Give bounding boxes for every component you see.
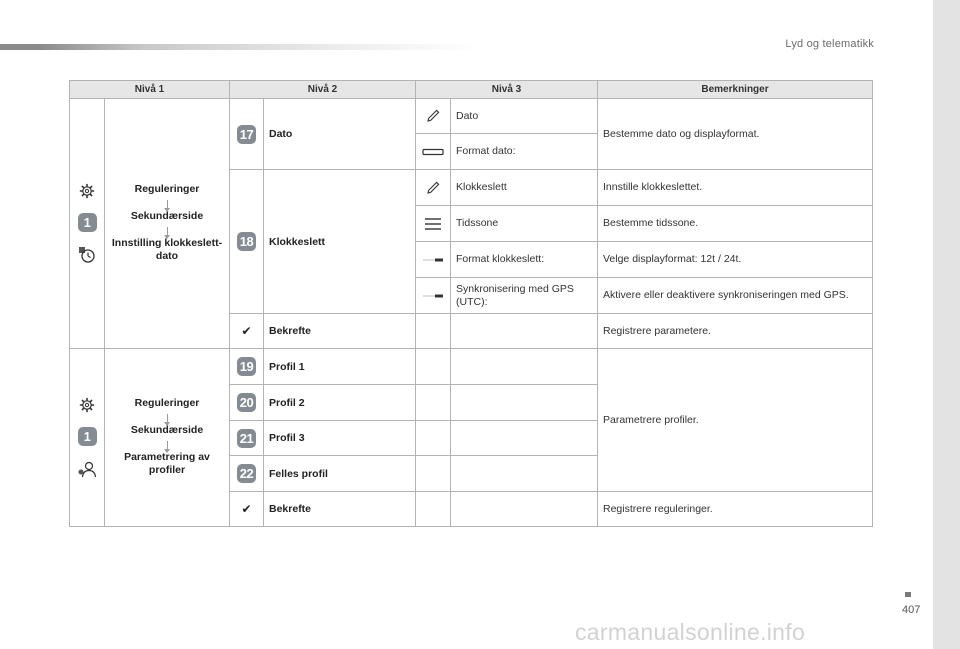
step-badge-17: 17: [237, 125, 256, 144]
list-icon: [424, 217, 442, 231]
level2-profile-2: Profil 2: [264, 385, 416, 421]
level3-icon-cell: [416, 170, 451, 206]
level3-date: Dato: [451, 99, 598, 134]
path-arrow-icon: [167, 414, 168, 422]
level1-icons-profiles: [70, 349, 105, 527]
watermark: carmanualsonline.info: [575, 619, 806, 645]
clock-settings-icon: [78, 246, 96, 264]
level3-icon-cell: [416, 206, 451, 242]
checkmark-icon: ✔: [241, 324, 252, 338]
badge-cell: [230, 314, 264, 349]
path-arrow-icon: [167, 200, 168, 208]
path-step-profile-settings: Parametrering av profiler: [124, 450, 210, 476]
gear-icon: [79, 183, 95, 199]
level3-time-zone: Tidssone: [451, 206, 598, 242]
profile-icon: [77, 460, 97, 478]
badge-cell: [230, 170, 264, 314]
empty-cell: [416, 492, 451, 527]
level3-gps-sync: Synkronisering med GPS (UTC):: [451, 278, 598, 314]
step-badge-20: 20: [237, 393, 256, 412]
level3-icon-cell: [416, 99, 451, 134]
path-step-time-date: Innstilling klokkeslett-dato: [111, 236, 223, 262]
header-remarks: Bemerkninger: [598, 81, 873, 99]
header-level-2: Nivå 2: [230, 81, 416, 99]
level3-time-format: Format klokkeslett:: [451, 242, 598, 278]
toggle-bar-icon: [422, 147, 444, 157]
badge-cell: [230, 421, 264, 456]
level2-common-profile: Felles profil: [264, 456, 416, 492]
empty-cell: [451, 456, 598, 492]
remark-save-parameters: Registrere parametere.: [598, 314, 873, 349]
remark-time-zone: Bestemme tidssone.: [598, 206, 873, 242]
level3-icon-cell: [416, 242, 451, 278]
path-arrow-icon: [167, 441, 168, 449]
empty-cell: [416, 456, 451, 492]
badge-cell: [230, 99, 264, 170]
level3-date-format: Format dato:: [451, 134, 598, 170]
empty-cell: [416, 314, 451, 349]
empty-cell: [451, 492, 598, 527]
path-step-secondary-page: Sekundærside: [130, 423, 204, 436]
badge-cell: [230, 349, 264, 385]
path-arrow-icon: [167, 227, 168, 235]
badge-cell: [230, 492, 264, 527]
pencil-icon: [425, 180, 441, 196]
level2-profile-3: Profil 3: [264, 421, 416, 456]
page-number: 407: [902, 604, 921, 616]
remark-save-settings: Registrere reguleringer.: [598, 492, 873, 527]
level3-time: Klokkeslett: [451, 170, 598, 206]
switch-icon: [422, 292, 444, 300]
level2-time: Klokkeslett: [264, 170, 416, 314]
level2-confirm: Bekrefte: [264, 314, 416, 349]
step-badge-19: 19: [237, 357, 256, 376]
table-row: [70, 349, 873, 385]
step-badge-18: 18: [237, 232, 256, 251]
empty-cell: [451, 385, 598, 421]
header-gradient-bar: [0, 44, 480, 50]
level2-profile-1: Profil 1: [264, 349, 416, 385]
header-level-1: Nivå 1: [70, 81, 230, 99]
empty-cell: [416, 349, 451, 385]
remark-time: Innstille klokkeslettet.: [598, 170, 873, 206]
level3-icon-cell: [416, 134, 451, 170]
switch-icon: [422, 256, 444, 264]
step-badge-21: 21: [237, 429, 256, 448]
empty-cell: [451, 349, 598, 385]
empty-cell: [416, 421, 451, 456]
header-level-3: Nivå 3: [416, 81, 598, 99]
step-badge-22: 22: [237, 464, 256, 483]
gear-icon: [79, 397, 95, 413]
step-badge-1: 1: [78, 427, 97, 446]
level2-date: Dato: [264, 99, 416, 170]
level1-icons-date: [70, 99, 105, 349]
section-title: Lyd og telematikk: [785, 38, 874, 50]
remark-time-format: Velge displayformat: 12t / 24t.: [598, 242, 873, 278]
step-badge-1: 1: [78, 213, 97, 232]
empty-cell: [416, 385, 451, 421]
remark-date-format: Bestemme dato og displayformat.: [598, 99, 873, 170]
badge-cell: [230, 456, 264, 492]
page-marker: [905, 592, 911, 597]
path-step-settings: Reguleringer: [134, 182, 200, 195]
level3-icon-cell: [416, 278, 451, 314]
navigation-path-profiles: [105, 349, 230, 527]
settings-menu-table: [69, 80, 873, 527]
remark-profiles: Parametrere profiler.: [598, 349, 873, 492]
remark-gps-sync: Aktivere eller deaktivere synkroniseringen med GPS.: [598, 278, 873, 314]
navigation-path-date: [105, 99, 230, 349]
level2-confirm: Bekrefte: [264, 492, 416, 527]
table-header-row: [70, 81, 873, 99]
empty-cell: [451, 314, 598, 349]
path-step-secondary-page: Sekundærside: [130, 209, 204, 222]
empty-cell: [451, 421, 598, 456]
pencil-icon: [425, 108, 441, 124]
badge-cell: [230, 385, 264, 421]
checkmark-icon: ✔: [241, 502, 252, 516]
side-strip: [933, 0, 960, 649]
table-row: [70, 99, 873, 134]
path-step-settings: Reguleringer: [134, 396, 200, 409]
